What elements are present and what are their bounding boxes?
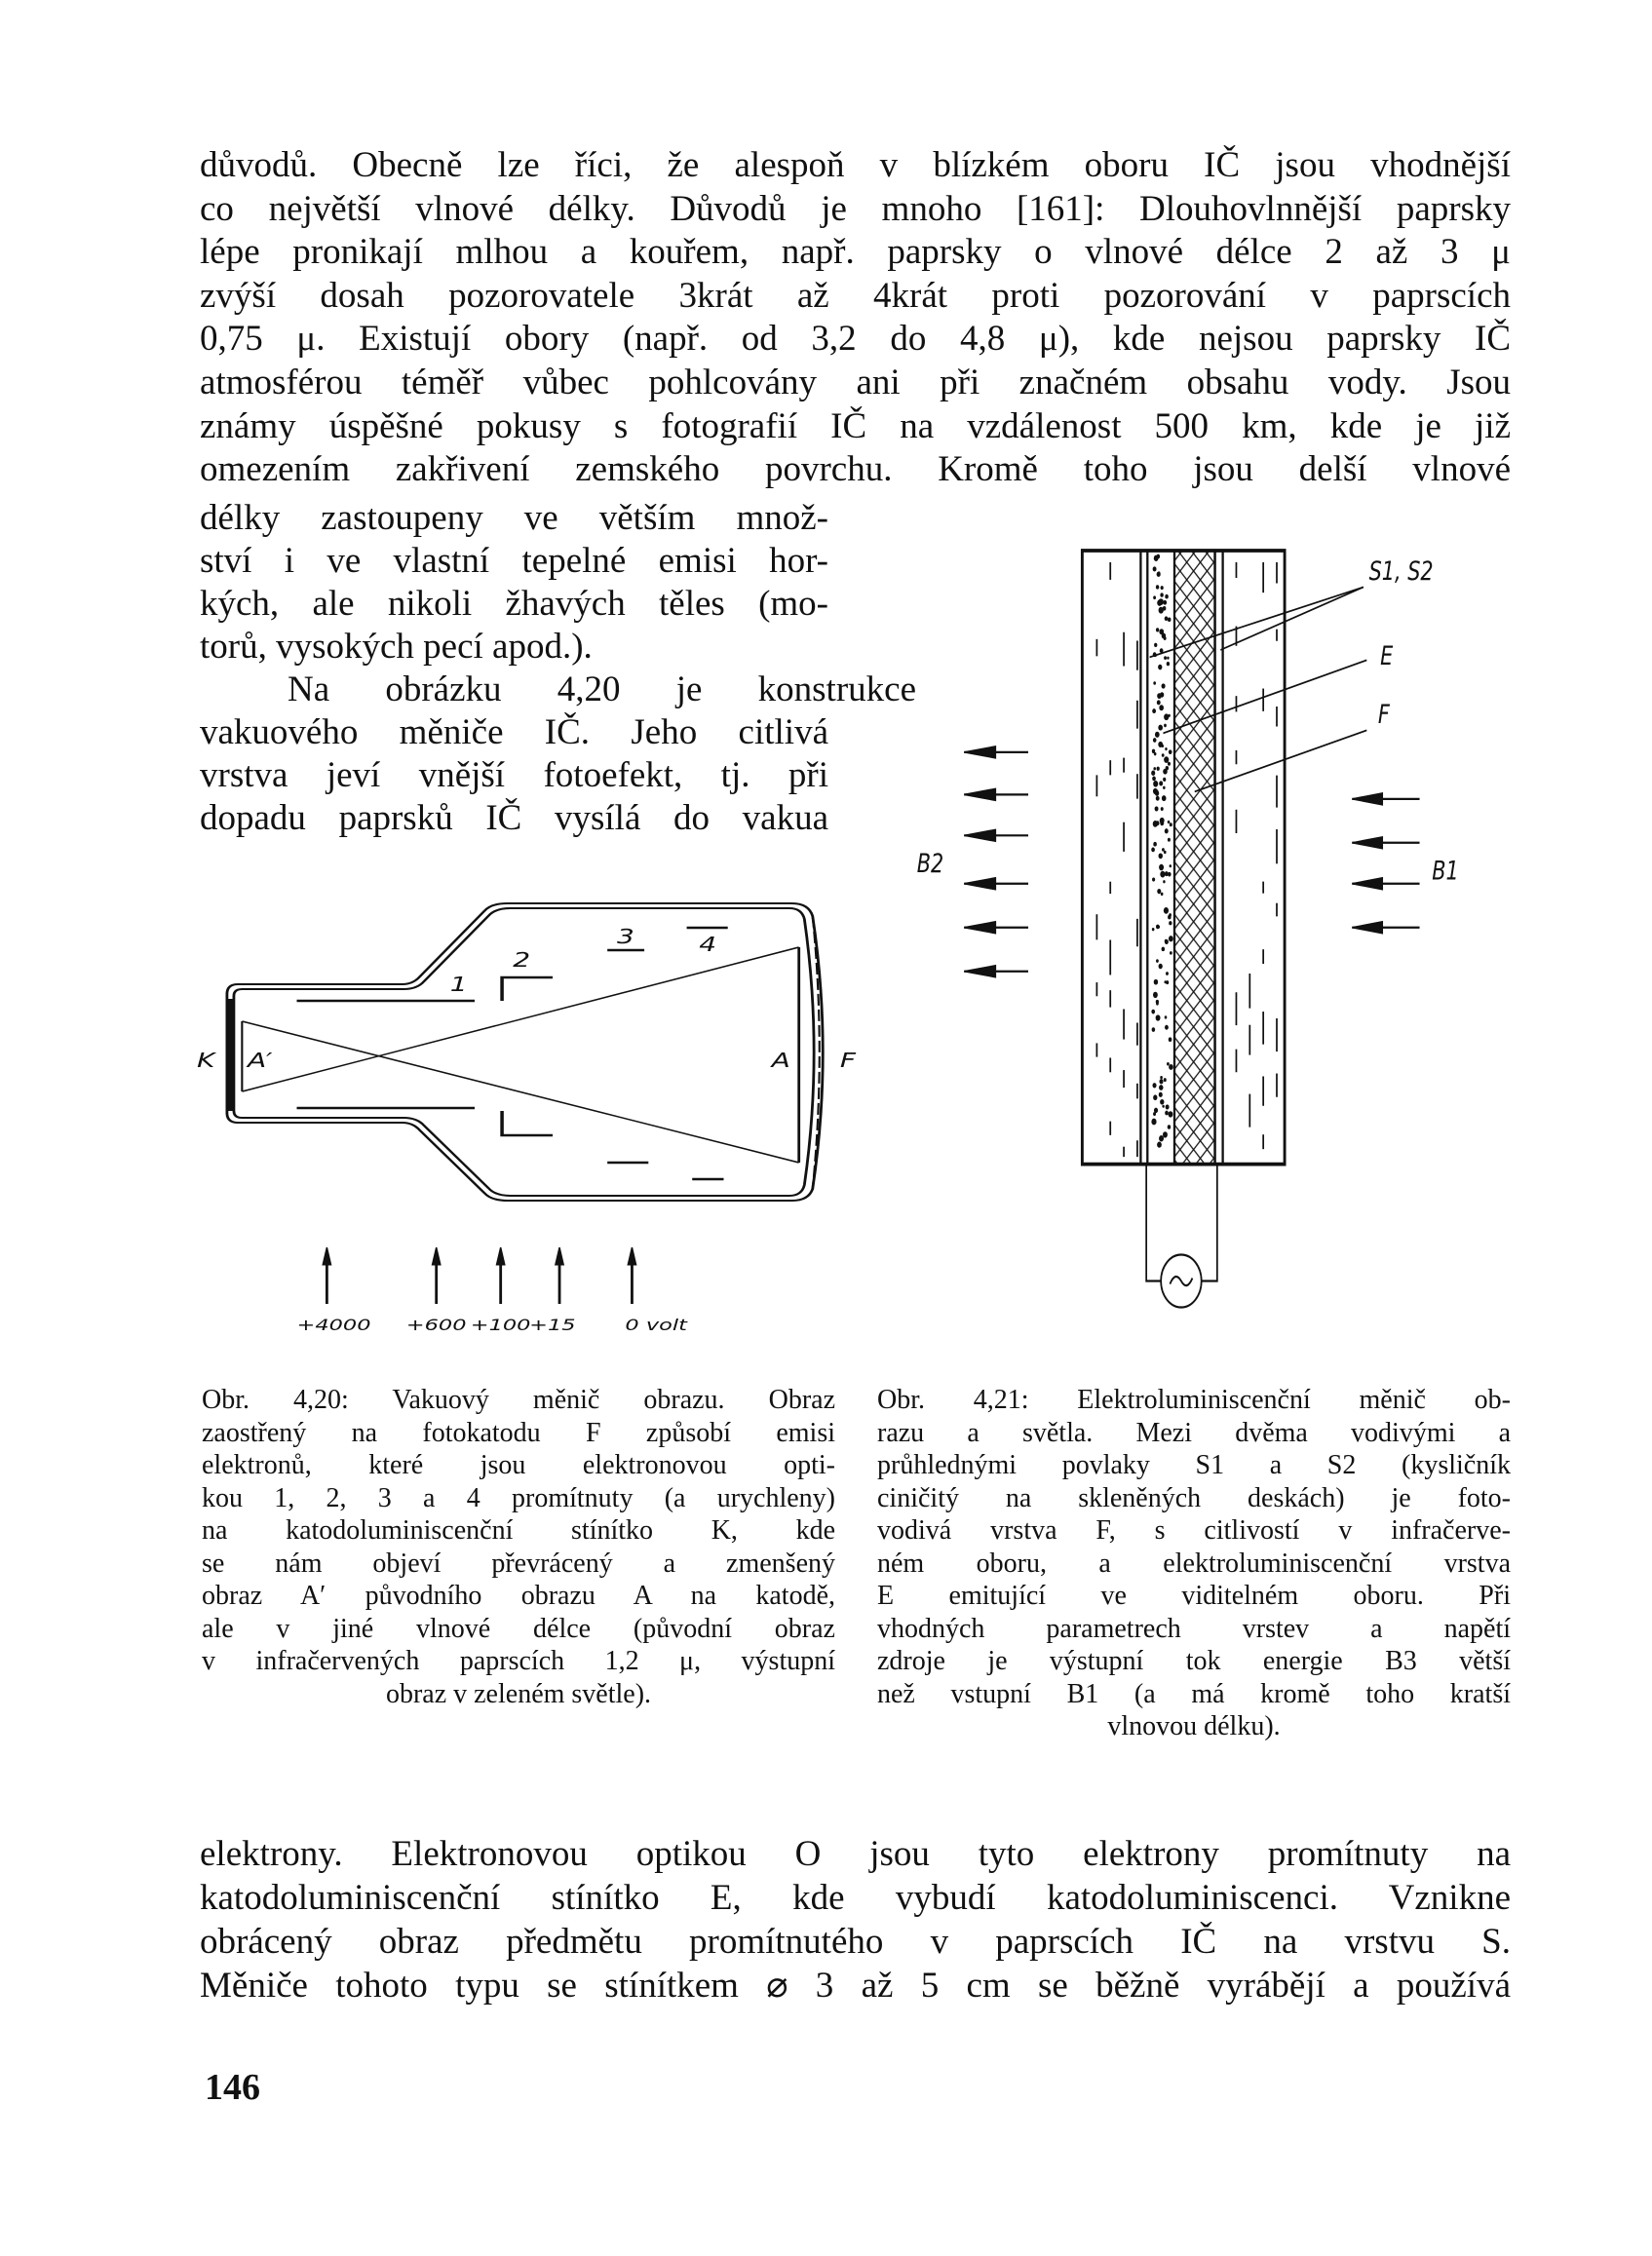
figure-4-20-caption <box>202 1384 835 1710</box>
text-line: katodoluminiscenční stínítko E, kde vybudí katodoluminiscenci. Vznikne <box>200 1878 1511 1918</box>
text-line: zdroje je výstupní tok energie B3 větší <box>877 1646 1511 1676</box>
text-line: Obr. 4,20: Vakuový měnič obrazu. Obraz <box>202 1385 835 1415</box>
text-line: na katodoluminiscenční stínítko K, kde <box>202 1515 835 1546</box>
voltage-label: +15 <box>529 1316 576 1335</box>
page-number: 146 <box>205 2067 260 2108</box>
text-line: se nám objeví převrácený a zmenšený <box>202 1548 835 1579</box>
arrow-b1 <box>1352 793 1419 805</box>
voltage-arrow <box>297 1247 371 1334</box>
text-line: důvodů. Obecně lze říci, že alespoň v blízkém oboru IČ jsou vhodnější <box>200 145 1511 185</box>
text-line: obraz A′ původního obrazu A na katodě, <box>202 1581 835 1611</box>
arrow-b2 <box>964 966 1028 977</box>
text-line: 0,75 μ. Existují obory (např. od 3,2 do 4,8 μ), kde nejsou paprsky IČ <box>200 319 1511 360</box>
text-line: vodivá vrstva F, s citlivostí v infračerve- <box>877 1515 1511 1546</box>
text-line: elektronů, které jsou elektronovou opti- <box>202 1450 835 1480</box>
voltage-arrow <box>406 1247 467 1334</box>
figure-4-21-electroluminescent-converter <box>897 536 1481 1335</box>
text-line: zvýší dosah pozorovatele 3krát až 4krát proti pozorování v paprscích <box>200 275 1511 316</box>
text-line: obrácený obraz předmětu promítnutého v paprscích IČ na vrstvu S. <box>200 1922 1511 1962</box>
label-f: F <box>1377 699 1390 730</box>
text-line: co největší vlnové délky. Důvodů je mnoho [161]: Dlouhovlnnější paprsky <box>200 188 1511 229</box>
arrow-b1 <box>1352 878 1419 890</box>
text-line: délky zastoupeny ve větším množ- <box>200 498 828 538</box>
paragraph-bottom <box>200 1832 1511 2007</box>
label-electrode-1: 1 <box>449 973 468 996</box>
text-line: lépe pronikají mlhou a kouřem, např. paprsky o vlnové délce 2 až 3 μ <box>200 232 1511 273</box>
arrow-b2 <box>964 922 1028 934</box>
label-b2: B2 <box>916 848 944 879</box>
voltage-label: 0 volt <box>625 1316 687 1335</box>
label-f: F <box>839 1049 856 1072</box>
image-rays <box>242 916 819 1189</box>
voltage-arrow <box>529 1247 575 1334</box>
text-line: Měniče tohoto typu se stínítkem ⌀ 3 až 5 cm se běžně vyrábějí a používá <box>200 1966 1511 2006</box>
label-b1: B1 <box>1432 855 1459 887</box>
text-line: zaostřený na fotokatodu F způsobí emisi <box>202 1417 835 1448</box>
voltage-label: +4000 <box>296 1316 371 1335</box>
arrow-b2 <box>964 746 1028 758</box>
text-line: kou 1, 2, 3 a 4 promítnuty (a urychleny) <box>202 1482 835 1513</box>
text-line: vlnovou délku). <box>1107 1711 1281 1741</box>
electroluminescent-layer-e <box>1151 554 1173 1148</box>
text-line: Obr. 4,21: Elektroluminiscenční měnič ob- <box>877 1385 1511 1415</box>
arrow-b2 <box>964 878 1028 890</box>
text-line: obraz v zeleném světle). <box>385 1678 652 1709</box>
paragraph-left <box>200 497 916 840</box>
voltage-arrow <box>471 1247 531 1334</box>
text-line: ství i ve vlastní tepelné emisi hor- <box>200 541 828 581</box>
label-electrode-4: 4 <box>699 933 717 956</box>
text-line: elektrony. Elektronovou optikou O jsou tyto elektrony promítnuty na <box>200 1834 1511 1874</box>
label-e: E <box>1380 640 1394 671</box>
text-line: dopadu paprsků IČ vysílá do vakua <box>200 798 828 838</box>
text-line: torů, vysokých pecí apod.). <box>200 627 593 667</box>
voltage-arrow <box>625 1247 688 1334</box>
text-line: atmosférou téměř vůbec pohlcovány ani při značném obsahu vody. Jsou <box>200 362 1511 402</box>
label-electrode-2: 2 <box>513 948 531 972</box>
text-line: ném oboru, a elektroluminiscenční vrstva <box>877 1548 1511 1579</box>
arrow-b2 <box>964 829 1028 841</box>
power-source <box>1146 1165 1217 1308</box>
arrow-b1 <box>1352 837 1419 849</box>
text-line: průhlednými povlaky S1 a S2 (kysličník <box>877 1450 1511 1480</box>
text-line: razu a světla. Mezi dvěma vodivými a <box>877 1417 1511 1448</box>
text-line: ale v jiné vlnové délce (původní obraz <box>202 1613 835 1644</box>
text-line: vakuového měniče IČ. Jeho citlivá <box>200 712 828 752</box>
text-line: E emitující ve viditelném oboru. Při <box>877 1581 1511 1611</box>
figure-4-21-caption <box>877 1384 1511 1743</box>
text-line: než vstupní B1 (a má kromě toho kratší <box>877 1678 1511 1709</box>
text-line: vrstva jeví vnější fotoefekt, tj. při <box>200 755 828 795</box>
label-a-prime: A′ <box>247 1049 273 1072</box>
label-electrode-3: 3 <box>617 925 634 948</box>
arrow-b2 <box>964 788 1028 800</box>
text-line: ciničitý na skleněných deskách) je foto- <box>877 1482 1511 1513</box>
text-line: kých, ale nikoli žhavých těles (mo- <box>200 584 828 624</box>
text-line: omezením zakřivení zemského povrchu. Kromě toho jsou delší vlnové <box>200 449 1511 490</box>
text-line: Na obrázku 4,20 je konstrukce <box>288 669 916 709</box>
text-line: v infračervených paprscích 1,2 μ, výstupní <box>202 1646 835 1676</box>
figure-4-20-vacuum-converter <box>190 887 902 1345</box>
voltage-label: +100 <box>470 1316 531 1335</box>
arrow-b1 <box>1352 922 1419 934</box>
label-a: A <box>771 1049 790 1072</box>
label-s1-s2: S1, S2 <box>1368 555 1434 587</box>
label-k: K <box>197 1049 215 1072</box>
text-line: vhodných parametrech vrstev a napětí <box>877 1613 1511 1644</box>
paragraph-top <box>200 144 1511 492</box>
voltage-label: +600 <box>405 1316 467 1335</box>
voltage-arrows <box>297 1247 689 1334</box>
text-line: známy úspěšné pokusy s fotografií IČ na vzdálenost 500 km, kde je již <box>200 405 1511 446</box>
